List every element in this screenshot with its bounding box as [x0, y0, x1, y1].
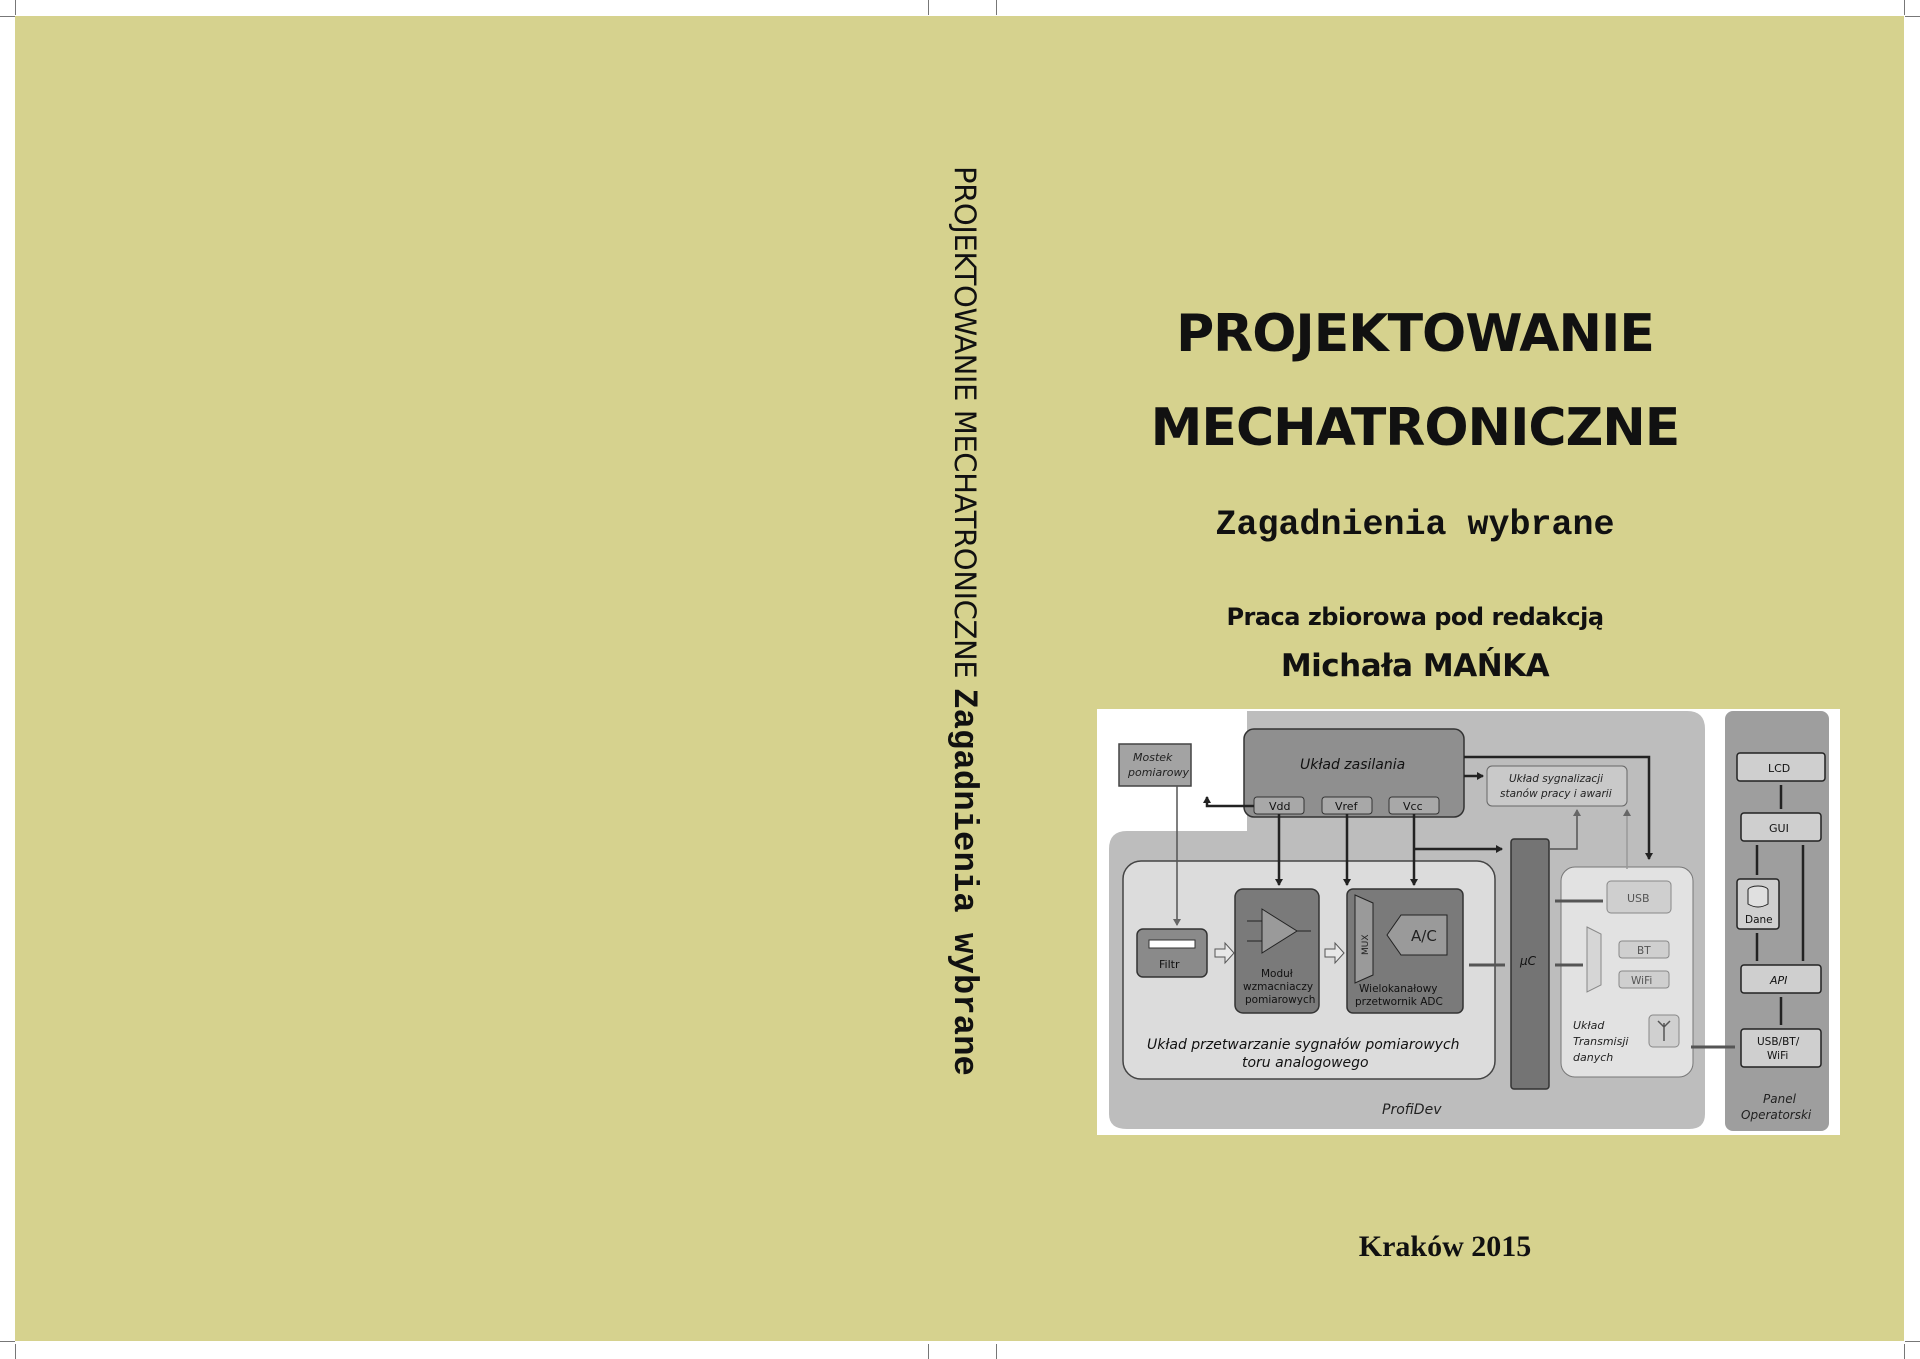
usb-label: USB: [1627, 892, 1650, 905]
transmisja-label-1: Układ: [1573, 1019, 1605, 1032]
bt-label: BT: [1637, 945, 1651, 957]
vcc-label: Vcc: [1403, 800, 1423, 813]
uc-label: μC: [1520, 954, 1537, 968]
profidev-label: ProfiDev: [1382, 1102, 1442, 1118]
editor-name: Michała MAŃKA: [1280, 648, 1550, 684]
lcd-label: LCD: [1768, 762, 1791, 775]
crop-mark: [15, 1344, 16, 1359]
modul-label-3: pomiarowych: [1245, 994, 1316, 1006]
modul-label-1: Moduł: [1261, 968, 1293, 980]
sygnalizacja-label-1: Układ sygnalizacji: [1509, 773, 1604, 785]
ac-label: A/C: [1411, 927, 1437, 945]
sygnalizacja-label-2: stanów pracy i awarii: [1500, 788, 1612, 800]
transmisja-label-3: danych: [1573, 1051, 1614, 1064]
przetwarzanie-label-1: Układ przetwarzanie sygnałów pomiarowych: [1147, 1037, 1460, 1053]
crop-mark: [1904, 0, 1905, 15]
zasilanie-label: Układ zasilania: [1300, 757, 1406, 773]
cover-title-line2: MECHATRONICZNE: [1150, 398, 1680, 458]
usbbtwifi-label-1: USB/BT/: [1757, 1036, 1800, 1048]
przetwarzanie-label-2: toru analogowego: [1242, 1055, 1369, 1071]
block-diagram: [1097, 709, 1840, 1135]
crop-mark: [1905, 16, 1920, 17]
crop-mark: [1905, 1341, 1920, 1342]
mostek-label-2: pomiarowy: [1128, 766, 1189, 779]
adc-label-1: Wielokanałowy: [1359, 983, 1438, 995]
adc-label-2: przetwornik ADC: [1355, 996, 1443, 1008]
spine-subtitle: Zagadnienia wybrane: [944, 688, 982, 1076]
usbbtwifi-label-2: WiFi: [1767, 1050, 1789, 1062]
api-label: API: [1770, 974, 1788, 987]
crop-mark: [928, 0, 929, 15]
crop-mark: [15, 0, 16, 15]
spine: [944, 166, 982, 1076]
vref-label: Vref: [1335, 800, 1358, 813]
block-diagram-svg: [1097, 709, 1840, 1135]
cover-subtitle: Zagadnienia wybrane: [1215, 505, 1615, 545]
vdd-label: Vdd: [1269, 800, 1291, 813]
panel-label-1: Panel: [1763, 1092, 1796, 1106]
transmisja-label-2: Transmisji: [1573, 1035, 1629, 1048]
crop-mark: [996, 0, 997, 15]
crop-mark: [1904, 1344, 1905, 1359]
modul-label-2: wzmacniaczy: [1243, 981, 1314, 993]
database-icon-body: [1748, 890, 1768, 907]
panel-label-2: Operatorski: [1741, 1108, 1812, 1122]
dane-label: Dane: [1745, 914, 1773, 926]
cover-title-line1: PROJEKTOWANIE: [1176, 304, 1654, 364]
wifi-label: WiFi: [1631, 975, 1653, 987]
crop-mark: [0, 1341, 15, 1342]
filtr-label: Filtr: [1159, 958, 1180, 971]
mux-label: MUX: [1361, 934, 1371, 955]
mostek-label-1: Mostek: [1133, 751, 1173, 764]
filtr-icon: [1149, 940, 1195, 948]
place-year: Kraków 2015: [1358, 1230, 1532, 1263]
crop-mark: [996, 1344, 997, 1359]
crop-mark: [0, 16, 15, 17]
sygnalizacja-box: [1487, 766, 1627, 806]
editor-line: Praca zbiorowa pod redakcją: [1226, 603, 1604, 631]
spine-title: PROJEKTOWANIE MECHATRONICZNE: [948, 166, 982, 679]
crop-mark: [928, 1344, 929, 1359]
tx-mux-icon: [1587, 927, 1601, 992]
gui-label: GUI: [1769, 822, 1789, 835]
